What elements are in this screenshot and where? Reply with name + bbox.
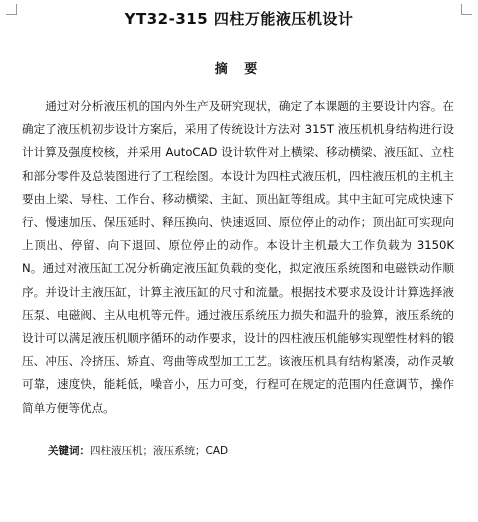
abstract-body: 通过对分析液压机的国内外生产及研究现状，确定了本课题的主要设计内容。在确定了液压机初步设计方案后，采用了传统设计方法对 315T 液压机机身结构进行设计计算及强度校核，并采用 AutoCAD 设计软件对上横梁、移动横梁、液压缸、立柱和部分零件及总装图进行了工程绘图。本设计为四柱式液压机，四柱液压机的主机主要由上梁、导柱、工作台、移动横梁、主缸、顶出缸等组成。其中主缸可完成快速下行、慢速加压、保压延时、释压换向、快速返回、原位停止的动作；顶出缸可实现向上顶出、停留、向下退回、原位停止的动作。本设计主机最大工作负载为 3150KN。通过对液压缸工况分析确定液压缸负载的变化，拟定液压系统图和电磁铁动作顺序。并设计主液压缸，计算主液压缸的尺寸和流量。根据技术要求及设计计算选择液压泵、电磁阀、主从电机等元件。通过液压系统压力损失和温升的验算，液压系统的设计可以满足液压机顺序循环的动作要求，设计的四柱液压机能够实现塑性材料的锻压、冲压、冷挤压、矫直、弯曲等成型加工工艺。该液压机具有结构紧凑，动作灵敏可靠，速度快，能耗低，噪音小，压力可变，行程可在规定的范围内任意调节，操作简单方便等优点。 bbox=[22, 99, 454, 415]
keywords-line bbox=[48, 443, 228, 459]
keywords-value: 四柱液压机；液压系统；CAD bbox=[90, 445, 229, 457]
keywords-label: 关键词： bbox=[48, 445, 90, 457]
document-title: YT32-315 四柱万能液压机设计 bbox=[124, 10, 354, 28]
abstract-heading: 摘 要 bbox=[214, 62, 264, 77]
